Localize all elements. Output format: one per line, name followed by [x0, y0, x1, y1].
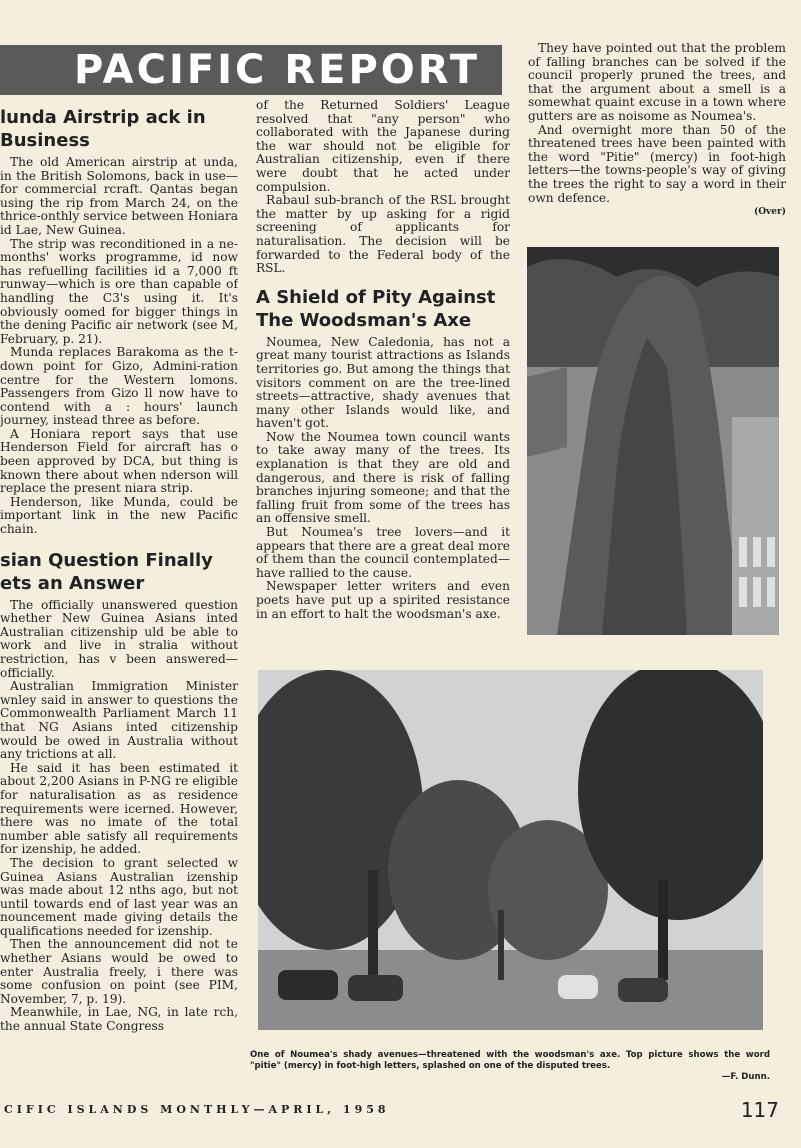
shield-continued-paragraph: And overnight more than 50 of the threatened trees have been painted with the word "Pitie" (mercy) in foot-high letters—the towns-people's way of giving the trees the right to say a word in their own defence. — [528, 122, 786, 205]
munda-paragraph: Munda replaces Barakoma as the t-down point for Gizo, Admini-ration centre for the Western lomons. Passengers from Gizo ll now have to contend with a : hours' launch journey, instead three as before. — [0, 345, 238, 428]
photo-caption — [250, 1050, 770, 1083]
asian-paragraph: The decision to grant selected w Guinea Asians Australian izenship was made about 12 nths ago, but not until towards end of last year was an nouncement made giving details the qualifications needed for izenship. — [0, 855, 238, 938]
avenue-illustration — [258, 670, 763, 1030]
tree-trunk-photo — [527, 247, 779, 635]
avenue-photo — [258, 670, 763, 1030]
continued-over-label: (Over) — [753, 207, 786, 218]
rsl-paragraph: of the Returned Soldiers' League resolved that "any person" who collaborated with the Japanese during the war should not be eligible for Australian citizenship, even if there were doubt that he acted under compulsion. — [256, 99, 510, 194]
shield-paragraph: Newspaper letter writers and even poets have put up a spirited resistance in an effort to halt the woodsman's axe. — [256, 579, 510, 621]
shield-paragraph: Noumea, New Caledonia, has not a great many tourist attractions as Islands territories go. But among the things that visitors comment on are the tree-lined streets—attractive, shady avenues that many other Islands would like, and haven't got. — [256, 334, 510, 431]
shield-paragraph: But Noumea's tree lovers—and it appears that there are a great deal more of them than the council contemplated—have rallied to the cause. — [256, 525, 510, 580]
munda-paragraph: The strip was reconditioned in a ne-months' works programme, id now has refuelling facilities id a 7,000 ft runway—which is ore than capable of handling the C3's using it. It's obviously oomed for bigger things in the dening Pacific air network (see M, February, p. 21). — [0, 236, 238, 346]
asian-heading: sian Question Finally ets an Answer — [0, 549, 213, 594]
asian-paragraph: Then the announcement did not te whether Asians would be owed to enter Australia freely, i there was some confusion on point (see PIM, November, 7, p. 19). — [0, 937, 238, 1006]
banner-title: PACIFIC REPORT — [74, 47, 481, 93]
asian-paragraph: Australian Immigration Minister wnley said in answer to questions the Commonwealth Parliament March 11 that NG Asians inted citizenship would be owed in Australia without any trictions at all. — [0, 679, 238, 762]
section-banner — [0, 45, 502, 95]
caption-text: One of Noumea's shady avenues—threatened with the woodsman's axe. Top picture shows the word "pitie" (mercy) in foot-high letters, splashed on one of the disputed trees. — [250, 1050, 770, 1071]
column-right — [528, 42, 786, 242]
asian-paragraph: The officially unanswered question whether New Guinea Asians inted Australian citizenship uld be able to work and live in stralia without restriction, has v been answered—officially. — [0, 597, 238, 680]
tree-trunk-illustration — [527, 247, 779, 635]
munda-paragraph: A Honiara report says that use Henderson Field for aircraft has o been approved by DCA, but thing is known there about when nderson will replace the present niara strip. — [0, 426, 238, 496]
page-footer — [0, 1098, 801, 1132]
munda-heading: lunda Airstrip ack in Business — [0, 107, 206, 151]
photo-credit: —F. Dunn. — [721, 1072, 770, 1082]
shield-paragraph: Now the Noumea town council wants to take away many of the trees. Its explanation is that they are old and dangerous, and there is risk of falling branches injuring someone; and that the falling fruit from some of the trees has an offensive smell. — [256, 429, 510, 526]
shield-continued-paragraph: They have pointed out that the problem of falling branches can be solved if the council properly pruned the trees, and that the argument about a smell is a somewhat quaint excuse in a town where gutters are as noisome as Noumea's. — [528, 42, 786, 123]
column-middle — [256, 99, 510, 659]
asian-paragraph: Meanwhile, in Lae, NG, in late rch, the annual State Congress — [0, 1005, 238, 1034]
munda-paragraph: The old American airstrip at unda, in the British Solomons, back in use—for commercial rcraft. Qantas began using the rip from March 24, on the thrice-onthly service between Honiara id Lae, New Guinea. — [0, 155, 238, 237]
shield-heading: A Shield of Pity Against The Woodsman's Axe — [256, 286, 496, 331]
asian-paragraph: He said it has been estimated it about 2,200 Asians in P-NG re eligible for naturalisation as as residence requirements were icerned. However, there was no imate of the total number able satisfy all requirements for izenship, he added. — [0, 760, 238, 857]
column-left — [0, 100, 238, 1060]
munda-paragraph: Henderson, like Munda, could be important link in the new Pacific chain. — [0, 494, 238, 537]
publication-line: CIFIC ISLANDS MONTHLY—APRIL, 1958 — [4, 1103, 390, 1116]
rsl-paragraph: Rabaul sub-branch of the RSL brought the matter by up asking for a rigid screening of applicants for naturalisation. The decision will be forwarded to the Federal body of the RSL. — [256, 193, 510, 276]
page-number: 117 — [740, 1098, 779, 1122]
